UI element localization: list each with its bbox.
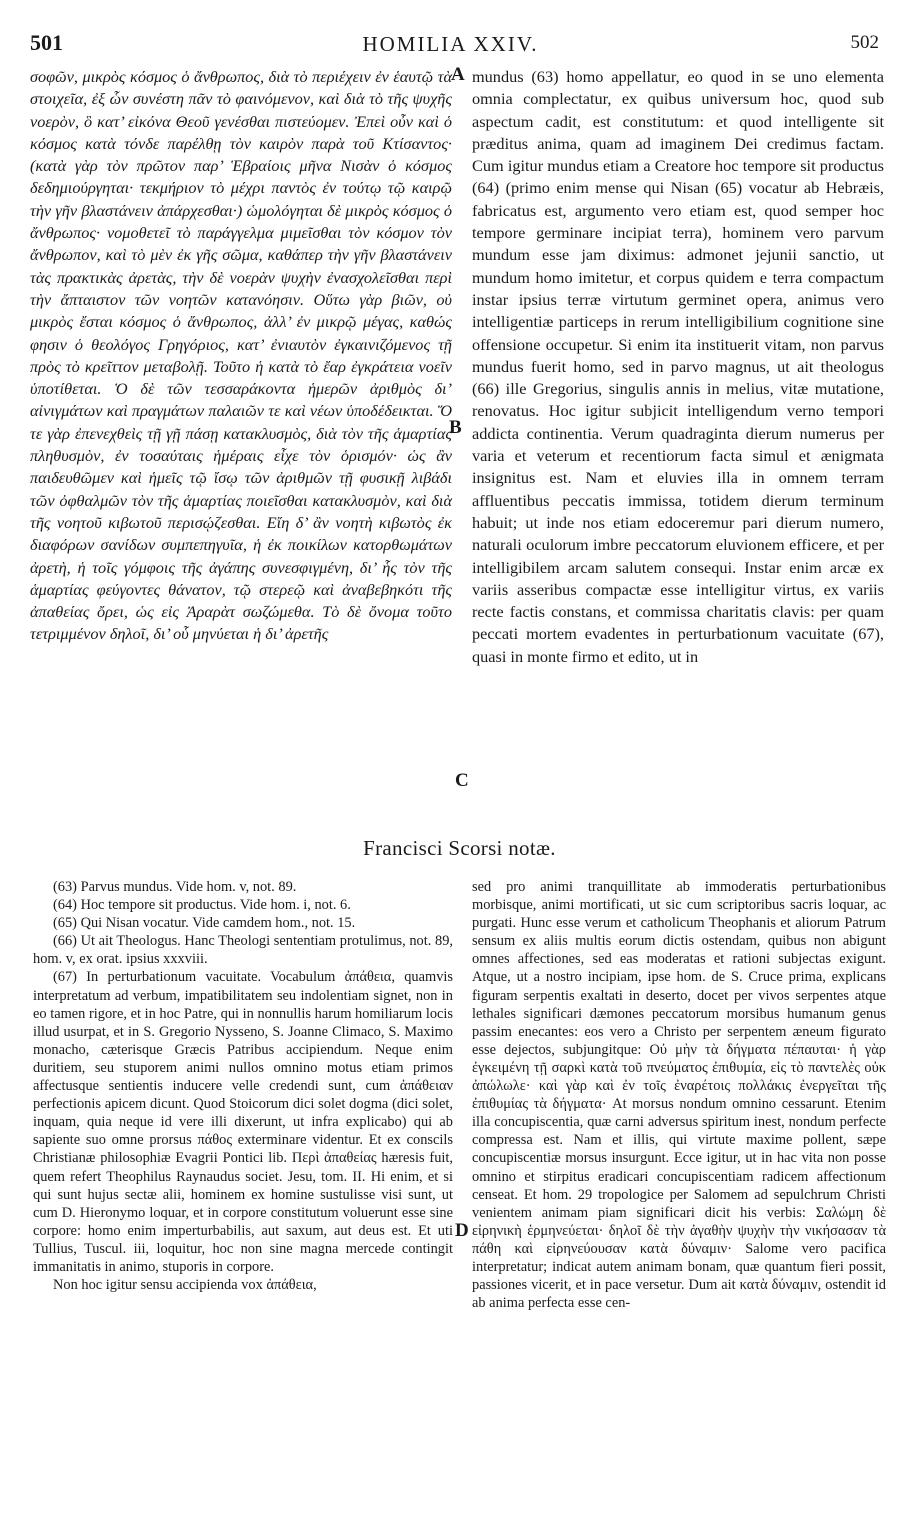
margin-mark-a: A [451, 64, 465, 85]
margin-mark-b: B [449, 417, 462, 438]
latin-text-column: mundus (63) homo appellatur, eo quod in se uno elementa omnia complectatur, ex quibus universum hoc, quod sub aspectum cadit, est constitutum: et quod intelligente sit præditus anima, quam ad imaginem Dei credimus factam. Cum igitur mundus etiam a Creatore hoc tempore sit productus (64) (primo enim mense qui Nisan (65) vocatur ab Hebræis, fabricatus est, argumento vero etiam est, quod semper hoc tempore germinare incipiat terra), hominem vero parvum mundum esse jam diximus: admonet jejunii sanctio, ut mundum homo imitetur, et corpus quidem e terra compactum instar ipsius terræ virtutum germinet opera, animus vero intelligentiæ particeps in rerum intelligibilium cognitione sine offensione occupetur. Si enim ita instituerit vitam, non parvus mundus fuerit homo, sed in parvo magnus, ut ait theologus (66) ille Gregorius, singulis annis in melius, vitæ mutatione, renovatus. Hoc igitur subjicit intelligendum verno tempori addicta continentia. Verum quadraginta dierum numerus per varia et veterum et recentiorum facta simul et ænigmata insignitus est. Nam et eluvies illa in omnem terram affluentibus peccatis immissa, totidem dierum terminum habuit; ut inde nos etiam edoceremur pari dierum numero, naturali oculorum imbre peccatorum eluvionem efficere, et per intelligibilem arcam salutem consequi. Instar enim arcæ ex variis asseribus compactæ esse intelligitur virtus, ex variis recte factis constans, et commissa charitatis clavis: per quam peccati mortem evadentes in perturbationum vacuitate (67), quasi in monte firmo et edito, ut in [472, 67, 884, 666]
greek-text-column: σοφῶν, μικρὸς κόσμος ὁ ἄνθρωπος, διὰ τὸ περιέχειν ἐν ἑαυτῷ τὰ στοιχεῖα, ἐξ ὧν συνέστη πᾶν τὸ φαινόμενον, καὶ διὰ τὸ τῆς ψυχῆς νοερὸν, ὃ κατ’ εἰκόνα Θεοῦ γενέσθαι πιστεύομεν. Ἐπεὶ οὖν καὶ ὁ κόσμος κατὰ τόνδε παρέλθῃ τὸν καιρὸν παρὰ τοῦ Κτίσαντος· (κατὰ γὰρ τὸν πρῶτον παρ’ Ἑβραίοις μῆνα Νισὰν ὁ κόσμος δεδημιούργηται· τεκμήριον τὸ μέχρι παντὸς ἐν τούτῳ τῷ καιρῷ τὴν γῆν βλαστάνειν ἀπάρχεσθαι·) ὡμολόγηται δὲ μικρὸς κόσμος ὁ ἄνθρωπος· νομοθετεῖ τὸ παράγγελμα μιμεῖσθαι τὸν κόσμον τὸν ἄνθρωπον, καὶ τὸ μὲν ἐκ γῆς σῶμα, καθάπερ τὴν γῆν βλαστάνειν τὰς πρακτικὰς ἀρετὰς, τὴν δὲ νοερὰν ψυχὴν ἐνασχολεῖσθαι περὶ τὴν ἄπταιστον τῶν νοητῶν κατανόησιν. Οὕτω γὰρ βιῶν, οὐ μικρὸς ἔσται κόσμος ὁ ἄνθρωπος, ἀλλ’ ἐν μικρῷ μέγας, καθώς φησιν ὁ θεολόγος Γρηγόριος, κατ’ ἐνιαυτὸν ἐγκαινιζόμενος τῇ πρὸς τὸ κρεῖττον μεταβολῇ. Τοῦτο ἡ κατὰ τὸ ἔαρ ἐγκράτεια νοεῖν ὑποτίθεται. Ὁ δὲ τῶν τεσσαράκοντα ἡμερῶν ἀριθμὸς δι’ αἰνιγμάτων καὶ πραγμάτων παλαιῶν τε καὶ νέων ὑποδέδεικται. Ὅ τε γὰρ ἐπενεχθεὶς τῇ γῇ πάσῃ κατακλυσμὸς, διὰ τὸν τῆς ἁμαρτίας πληθυσμὸν, ἐν τοσαύταις ἡμέραις εἶχε τὸν ὁρισμόν· ὡς ἂν παιδευθῶμεν καὶ ἡμεῖς τῷ ἴσῳ τῶν ἀριθμῶν τῇ φυσικῇ λιβάδι τῶν ὀφθαλμῶν τὸν τῆς ἁμαρτίας ποιεῖσθαι κατακλυσμὸν, καὶ διὰ τῆς νοητοῦ κιβωτοῦ περισῴζεσθαι. Εἴη δ’ ἂν νοητὴ κιβωτὸς ἐκ διαφόρων σανίδων συμπεπηγυῖα, ἡ ἐκ ποικίλων κατορθωμάτων ἀρετὴ, ἡ τοῖς γόμφοις τῆς ἀγάπης συνεσφιγμένη, δι’ ἧς τὸν τῆς ἁμαρτίας φεύγοντες θάνατον, τῷ στερεῷ καὶ ἀναβεβηκότι τῆς ἀπαθείας ὄρει, ὡς εἰς Ἀραρὰτ σωζώμεθα. Τὸ δὲ ὄνομα τοῦτο τετριμμένον δηλοῖ, δι’ οὗ μηνύεται ἡ δι’ ἀρετῆς [30, 67, 452, 644]
footnotes-right-column: sed pro animi tranquillitate ab immoderatis perturbationibus morbisque, animi mortificati, ut sic cum scriptoribus sacris loquar, ac purgati. Hunc esse verum et catholicum Theophanis et aliorum Patrum sensum ex aliis multis eorum dictis ostendam, quibus non abigunt omnes affectiones, sed eas moderatas et rationi subjectas exigunt. Atque, ut a nostro incipiam, ipse hom. de S. Cruce prima, explicans figuram serpentis exaltati in deserto, docet per vivos serpentes atque lethales significari dæmones peccatorum morsibus humanum genus passim enecantes: eos vero a Christo per serpentem æneum figurato esse dejectos, subjungitque: Οὐ μὴν τὰ δήγματα πέπαυται· ἡ γὰρ ἐγκειμένη τῇ σαρκὶ κατὰ τοῦ πνεύματος ἐπιθυμία, εἰς τὸ παντελὲς οὐκ ἀπώλωλε· καὶ γὰρ καὶ ἐν τοῖς ἐναρέτοις πολλάκις ἐνεργεῖται τῆς ἐπιθυμίας τὰ δήγματα· At morsus nondum omnino cessarunt. Etenim illa concupiscentia, quæ carni adversus spiritum inest, nondum perfecte compressa est. Nam et illis, qui virtute maxime pollent, sæpe concupiscentiæ morsus insurgunt. Ecce igitur, ut in hac vita non posse omnino et stirpitus eradicari concupiscentiam radicem affectionum censeat. Et hom. 29 tropologice per Salomem ad sepulchrum Christi venientem animam piam significari dicit his verbis: Σαλώμη δὲ εἰρηνικὴ ἑρμηνεύεται· δηλοῖ δὲ τὴν ἀγαθὴν ψυχὴν τὴν νικήσασαν τὰ πάθη καὶ εἰρηνεύουσαν κατὰ δύναμιν· Salome vero pacifica interpretatur; indicat autem animam bonam, quæ quantum fieri possit, passiones vicerit, et in pace versetur. Dum ait κατὰ δύναμιν, ostendit id ab anima perfecta esse cen- [472, 879, 886, 1312]
running-title: HOMILIA XXIV. [362, 32, 539, 56]
footnote-66: (66) Ut ait Theologus. Hanc Theologi sententiam protulimus, not. 89, hom. v, ex orat. ipsius xxxviii. [33, 933, 453, 968]
margin-mark-d: D [455, 1220, 469, 1241]
footnotes-left-column [33, 878, 453, 1294]
footnote-64: (64) Hoc tempore sit productus. Vide hom. i, not. 6. [53, 897, 351, 914]
notes-heading: Francisci Scorsi notæ. [363, 836, 556, 860]
footnote-67: (67) In perturbationum vacuitate. Vocabulum ἀπάθεια, quamvis interpretatum ad verbum, impatibilitatem seu indolentiam signet, non in eo tamen rigore, et in hoc Patre, qui in nonnullis harum homiliarum locis illud usurpat, et in S. Gregorio Nysseno, S. Joanne Climaco, S. Maximo monacho, cæterisque Græcis Patribus accipiendum. Neque enim duritiem, seu stuporem animi nullos omnino motus etiam primos affectusque sentientis inducere velle credendi sunt, cum ἀπάθειαν perfectionis apicem dicunt. Quod Stoicorum dici solet dogma (dici solet, inquam, quia neque id vere illi dixerunt, ut infra explicabo) qui ab sapiente suo omne prorsus πάθος exterminare videntur. Et ex conscils Christianæ philosophiæ Evagrii Pontici lib. Περὶ ἀπαθείας hæresis fuit, quem refert Theophilus Raynaudus societ. Jesu, tom. II. Hi enim, et si qui sunt hujus sectæ alii, hominem ex homine sustulisse visi sunt, ut cum D. Hieronymo loquar, et in corpore constitutum voluerunt esse sine corpore: homo enim imperturbabilis, aut saxum, aut deus est. Et uti Tullius, Tuscul. iii, loquitur, hoc non sine magna mercede contingit immanitatis in animo, stuporis in corpore. [33, 969, 453, 1275]
page-number-right: 502 [850, 32, 879, 53]
footnote-63: (63) Parvus mundus. Vide hom. v, not. 89. [53, 879, 297, 895]
page-header [22, 30, 879, 60]
footnote-continuation-line: Non hoc igitur sensu accipienda vox ἀπάθεια, [53, 1277, 317, 1294]
margin-mark-c: C [455, 770, 469, 791]
footnote-65: (65) Qui Nisan vocatur. Vide camdem hom., not. 15. [53, 915, 356, 932]
page-number-left: 501 [30, 30, 63, 55]
